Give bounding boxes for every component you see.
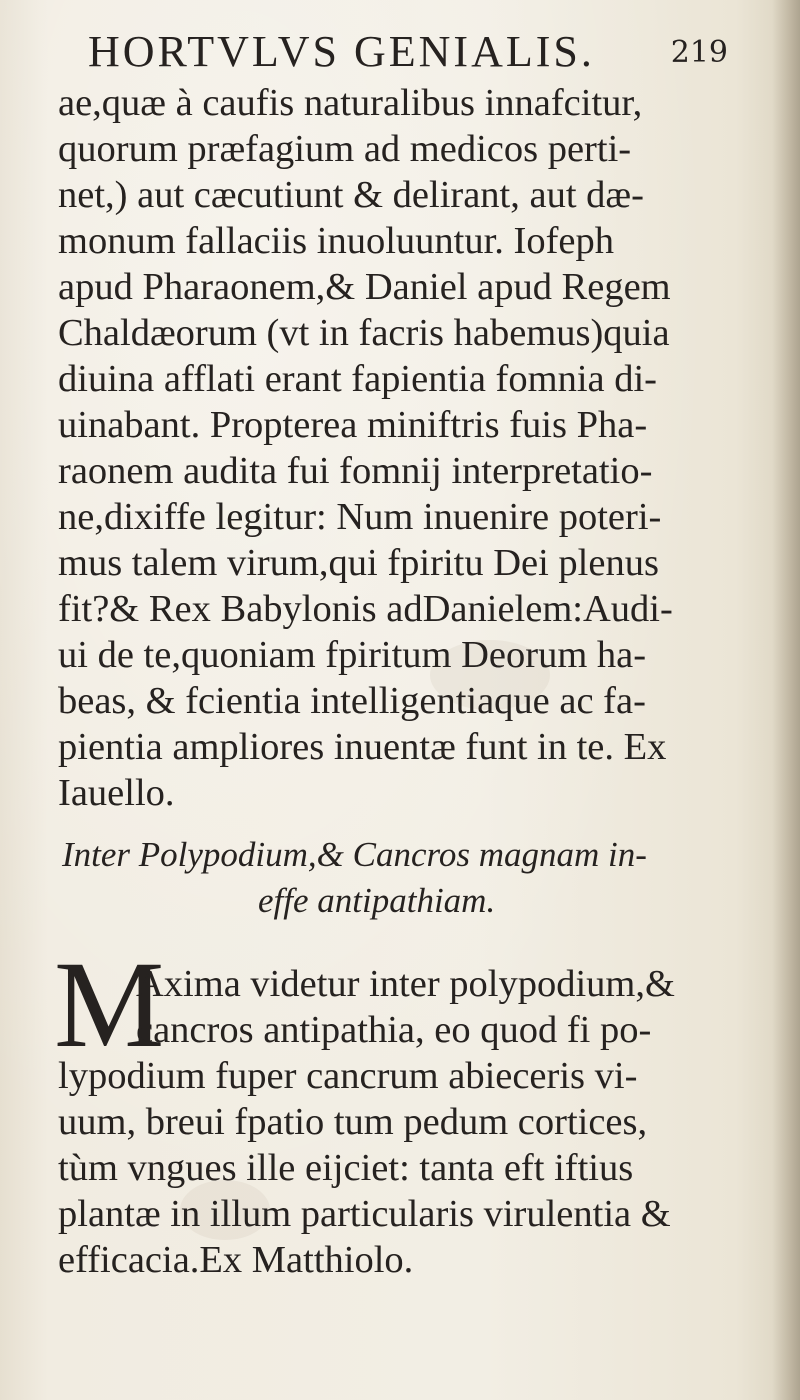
text-line: mus talem virum,qui fpiritu Dei plenus [58, 542, 659, 584]
text-line: efficacia.Ex Matthiolo. [58, 1239, 414, 1281]
text-line: ui de te,quoniam fpiritum Deorum ha- [58, 634, 647, 676]
text-line: lypodium fuper cancrum abieceris vi- [58, 1055, 638, 1097]
text-line: uum, breui fpatio tum pedum cortices, [58, 1101, 648, 1143]
text-line: raonem audita fui fomnij interpretatio- [58, 450, 653, 492]
text-line: ae,quæ à caufis naturalibus innafcitur, [58, 82, 643, 124]
body-paragraph [58, 80, 748, 816]
text-line: Iauello. [58, 772, 175, 814]
page-number: 219 [670, 35, 728, 70]
page-header [88, 22, 728, 82]
heading-line: Inter Polypodium,& Cancros magnam in- [62, 835, 647, 874]
drop-cap: M [54, 936, 165, 1073]
heading-line: effe antipathiam. [258, 881, 496, 920]
text-line: pientia ampliores inuentæ funt in te. Ex [58, 726, 667, 768]
text-line: beas, & fcientia intelligentiaque ac fa- [58, 680, 646, 722]
text-line: uinabant. Propterea miniftris fuis Pha- [58, 404, 648, 446]
page-edge-shadow [772, 0, 800, 1400]
text-line: tùm vngues ille eijciet: tanta eft iftius [58, 1147, 634, 1189]
text-line: net,) aut cæcutiunt & delirant, aut dæ- [58, 174, 644, 216]
text-line: Chaldæorum (vt in facris habemus)quia [58, 312, 670, 354]
text-line: monum fallaciis inuoluuntur. Iofeph [58, 220, 615, 262]
running-title: HORTVLVS GENIALIS. [88, 27, 595, 76]
text-line: plantæ in illum particularis virulentia & [58, 1193, 671, 1235]
text-line: apud Pharaonem,& Daniel apud Regem [58, 266, 671, 308]
second-paragraph [58, 961, 748, 1283]
text-line: quorum præfagium ad medicos perti- [58, 128, 632, 170]
text-line: Axima videtur inter polypodium,& [136, 963, 675, 1005]
section-heading [62, 832, 742, 924]
text-line: cancros antipathia, eo quod fi po- [136, 1009, 652, 1051]
text-line: ne,dixiffe legitur: Num inuenire poteri- [58, 496, 662, 538]
text-line: fit?& Rex Babylonis adDanielem:Audi- [58, 588, 673, 630]
text-line: diuina afflati erant fapientia fomnia di- [58, 358, 658, 400]
